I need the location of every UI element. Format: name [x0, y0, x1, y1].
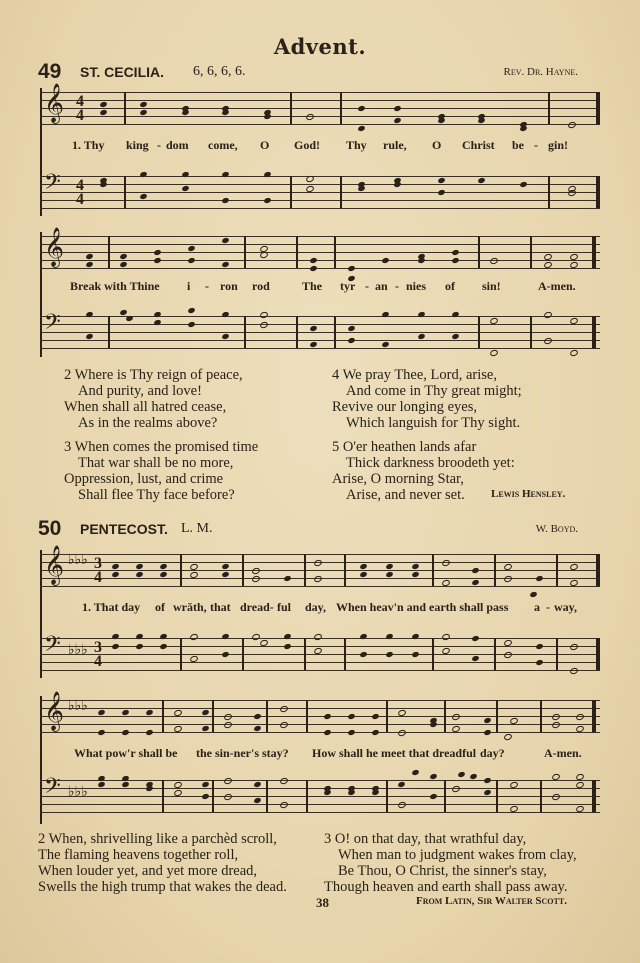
verse-5: 5 O'er heathen lands afar Thick darkness broodeth yet: Arise, O morning Star, Arise, and never set.	[332, 439, 515, 503]
treble-staff	[40, 545, 600, 586]
hymn-49-author: Lewis Hensley.	[491, 488, 566, 500]
tune-name: ST. CECILIA.	[80, 64, 165, 80]
hymn-49-system-1: 𝄞 4 4 1. Thy king - dom come, O God! Thy rule, O Christ be - gin! 𝄢 4 4	[40, 88, 600, 223]
bass-staff: 𝄢 ♭♭♭	[40, 780, 600, 812]
treble-clef-icon: 𝄞	[44, 545, 65, 585]
hymn-50-system-1: 𝄞 ♭♭♭ 3 4 1. That day of wrăth, that dread- ful day, When heav'n and earth shall pass a - way, 𝄢 ♭♭♭ 3 4	[40, 550, 600, 685]
treble-staff	[40, 83, 600, 124]
meter: L. M.	[181, 521, 213, 536]
hymn-50-system-2: 𝄞 ♭♭♭ What pow'r shall be the sin-ner's stay? How shall he meet that dreadful day? A-men. 𝄢 ♭♭♭	[40, 696, 600, 836]
treble-clef-icon: 𝄞	[44, 83, 65, 123]
hymn-49-system-2: 𝄞 Break with Thine i - ron rod The tyr - an - nies of sin! A-men. 𝄢	[40, 232, 600, 367]
time-signature: 3 4	[94, 555, 102, 586]
hymn-50-verses-left	[38, 831, 287, 903]
treble-staff: 𝄞 ♭♭♭	[40, 700, 600, 732]
meter: 6, 6, 6, 6.	[193, 64, 246, 79]
hymn-50-author: From Latin, Sir Walter Scott.	[416, 895, 567, 907]
composer: W. Boyd.	[535, 523, 578, 535]
page-number: 38	[316, 895, 329, 910]
treble-staff	[40, 227, 600, 268]
section-title: Advent.	[273, 34, 367, 59]
bass-clef-icon: 𝄢	[44, 310, 61, 340]
verse-4: 4 We pray Thee, Lord, arise, And come in Thy great might; Revive our longing eyes, Which languish for Thy sight.	[332, 367, 522, 431]
flat-key-signature: ♭♭♭	[68, 552, 88, 568]
hymn-49-header	[38, 60, 613, 84]
verse-3: 3 O! on that day, that wrathful day, When man to judgment wakes from clay, Be Thou, O Christ, the sinner's stay, Though heaven and earth shall pass away.	[324, 831, 577, 895]
hymn-number: 50	[38, 517, 62, 540]
bass-clef-icon: 𝄢	[44, 632, 61, 662]
verse-2: 2 When, shrivelling like a parchèd scroll, The flaming heavens together roll, When louder yet, and yet more dread, Swells the high trump that wakes the dead.	[38, 831, 287, 895]
tune-name: PENTECOST.	[80, 521, 168, 537]
treble-clef-icon: 𝄞	[44, 227, 65, 267]
treble-clef-icon: 𝄞	[44, 691, 65, 731]
bass-clef-icon: 𝄢	[44, 774, 61, 804]
bass-staff: 𝄢 4 4	[40, 176, 600, 208]
composer: Rev. Dr. Hayne.	[503, 66, 578, 78]
verse-2: 2 Where is Thy reign of peace, And purity, and love! When shall all hatred cease, As in the realms above?	[64, 367, 243, 431]
hymn-50-verses-right	[324, 831, 577, 903]
bass-staff	[40, 310, 600, 348]
hymn-50-header	[38, 517, 613, 541]
verse-3: 3 When comes the promised time That war shall be no more, Oppression, lust, and crime Shall flee Thy face before?	[64, 439, 259, 503]
bass-staff: 𝄢 ♭♭♭ 3 4	[40, 638, 600, 670]
hymn-49-verses-left	[64, 367, 258, 511]
time-signature: 4 4	[76, 93, 84, 124]
bass-clef-icon: 𝄢	[44, 170, 61, 200]
hymn-number: 49	[38, 60, 62, 83]
